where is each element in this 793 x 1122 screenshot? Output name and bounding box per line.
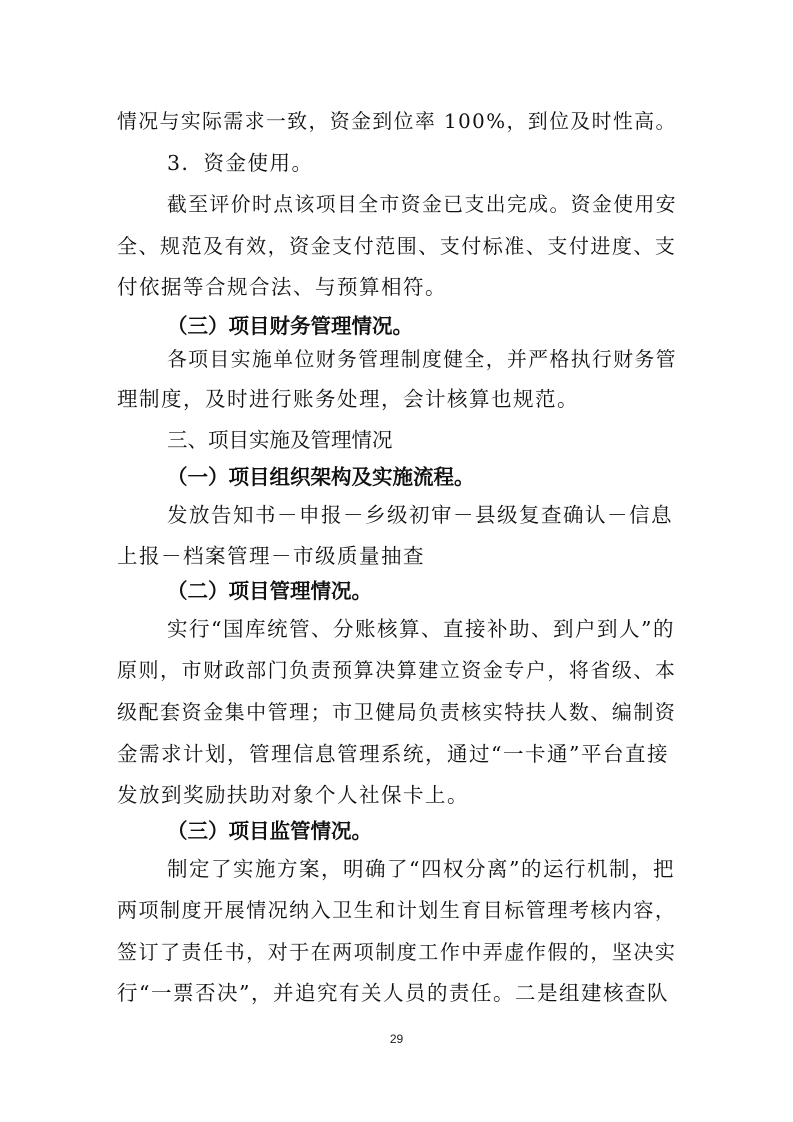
- paragraph-line: 原则，市财政部门负责预算决算建立资金专户，将省级、本: [117, 658, 677, 682]
- paragraph-line: 制定了实施方案，明确了“四权分离”的运行机制，把: [167, 857, 675, 881]
- paragraph-line: 金需求计划，管理信息管理系统，通过“一卡通”平台直接: [117, 742, 669, 766]
- section-heading: （三）项目监管情况。: [167, 819, 372, 843]
- paragraph-line: 情况与实际需求一致，资金到位率 100%，到位及时性高。: [117, 110, 677, 133]
- paragraph-line: 全、规范及有效，资金支付范围、支付标准、支付进度、支: [117, 234, 677, 258]
- paragraph-line: 付依据等合规合法、与预算相符。: [117, 275, 447, 299]
- paragraph-line: 行“一票否决”，并追究有关人员的责任。二是组建核查队: [117, 981, 669, 1005]
- paragraph-line: 理制度，及时进行账务处理，会计核算也规范。: [117, 387, 579, 411]
- paragraph-line: 级配套资金集中管理；市卫健局负责核实特扶人数、编制资: [117, 700, 677, 724]
- section-heading: （一）项目组织架构及实施流程。: [167, 465, 475, 489]
- paragraph-line: 截至评价时点该项目全市资金已支出完成。资金使用安: [167, 193, 678, 216]
- section-heading: （三）项目财务管理情况。: [167, 314, 413, 338]
- chapter-heading: 三、项目实施及管理情况: [167, 428, 393, 452]
- paragraph-line: 实行“国库统管、分账核算、直接补助、到户到人”的: [167, 617, 675, 641]
- paragraph-line: 两项制度开展情况纳入卫生和计划生育目标管理考核内容，: [117, 898, 677, 922]
- paragraph-line: 签订了责任书，对于在两项制度工作中弄虚作假的，坚决实: [117, 940, 677, 964]
- paragraph-line: 发放告知书－申报－乡级初审－县级复查确认－信息: [167, 503, 673, 527]
- paragraph-line: 发放到奖励扶助对象个人社保卡上。: [117, 783, 469, 807]
- page-number: 29: [389, 1032, 404, 1046]
- paragraph-line: 上报－档案管理－市级质量抽查: [117, 544, 425, 568]
- section-heading: （二）项目管理情况。: [167, 579, 372, 603]
- section-subheading: 3．资金使用。: [167, 151, 314, 175]
- paragraph-line: 各项目实施单位财务管理制度健全，并严格执行财务管: [167, 348, 678, 371]
